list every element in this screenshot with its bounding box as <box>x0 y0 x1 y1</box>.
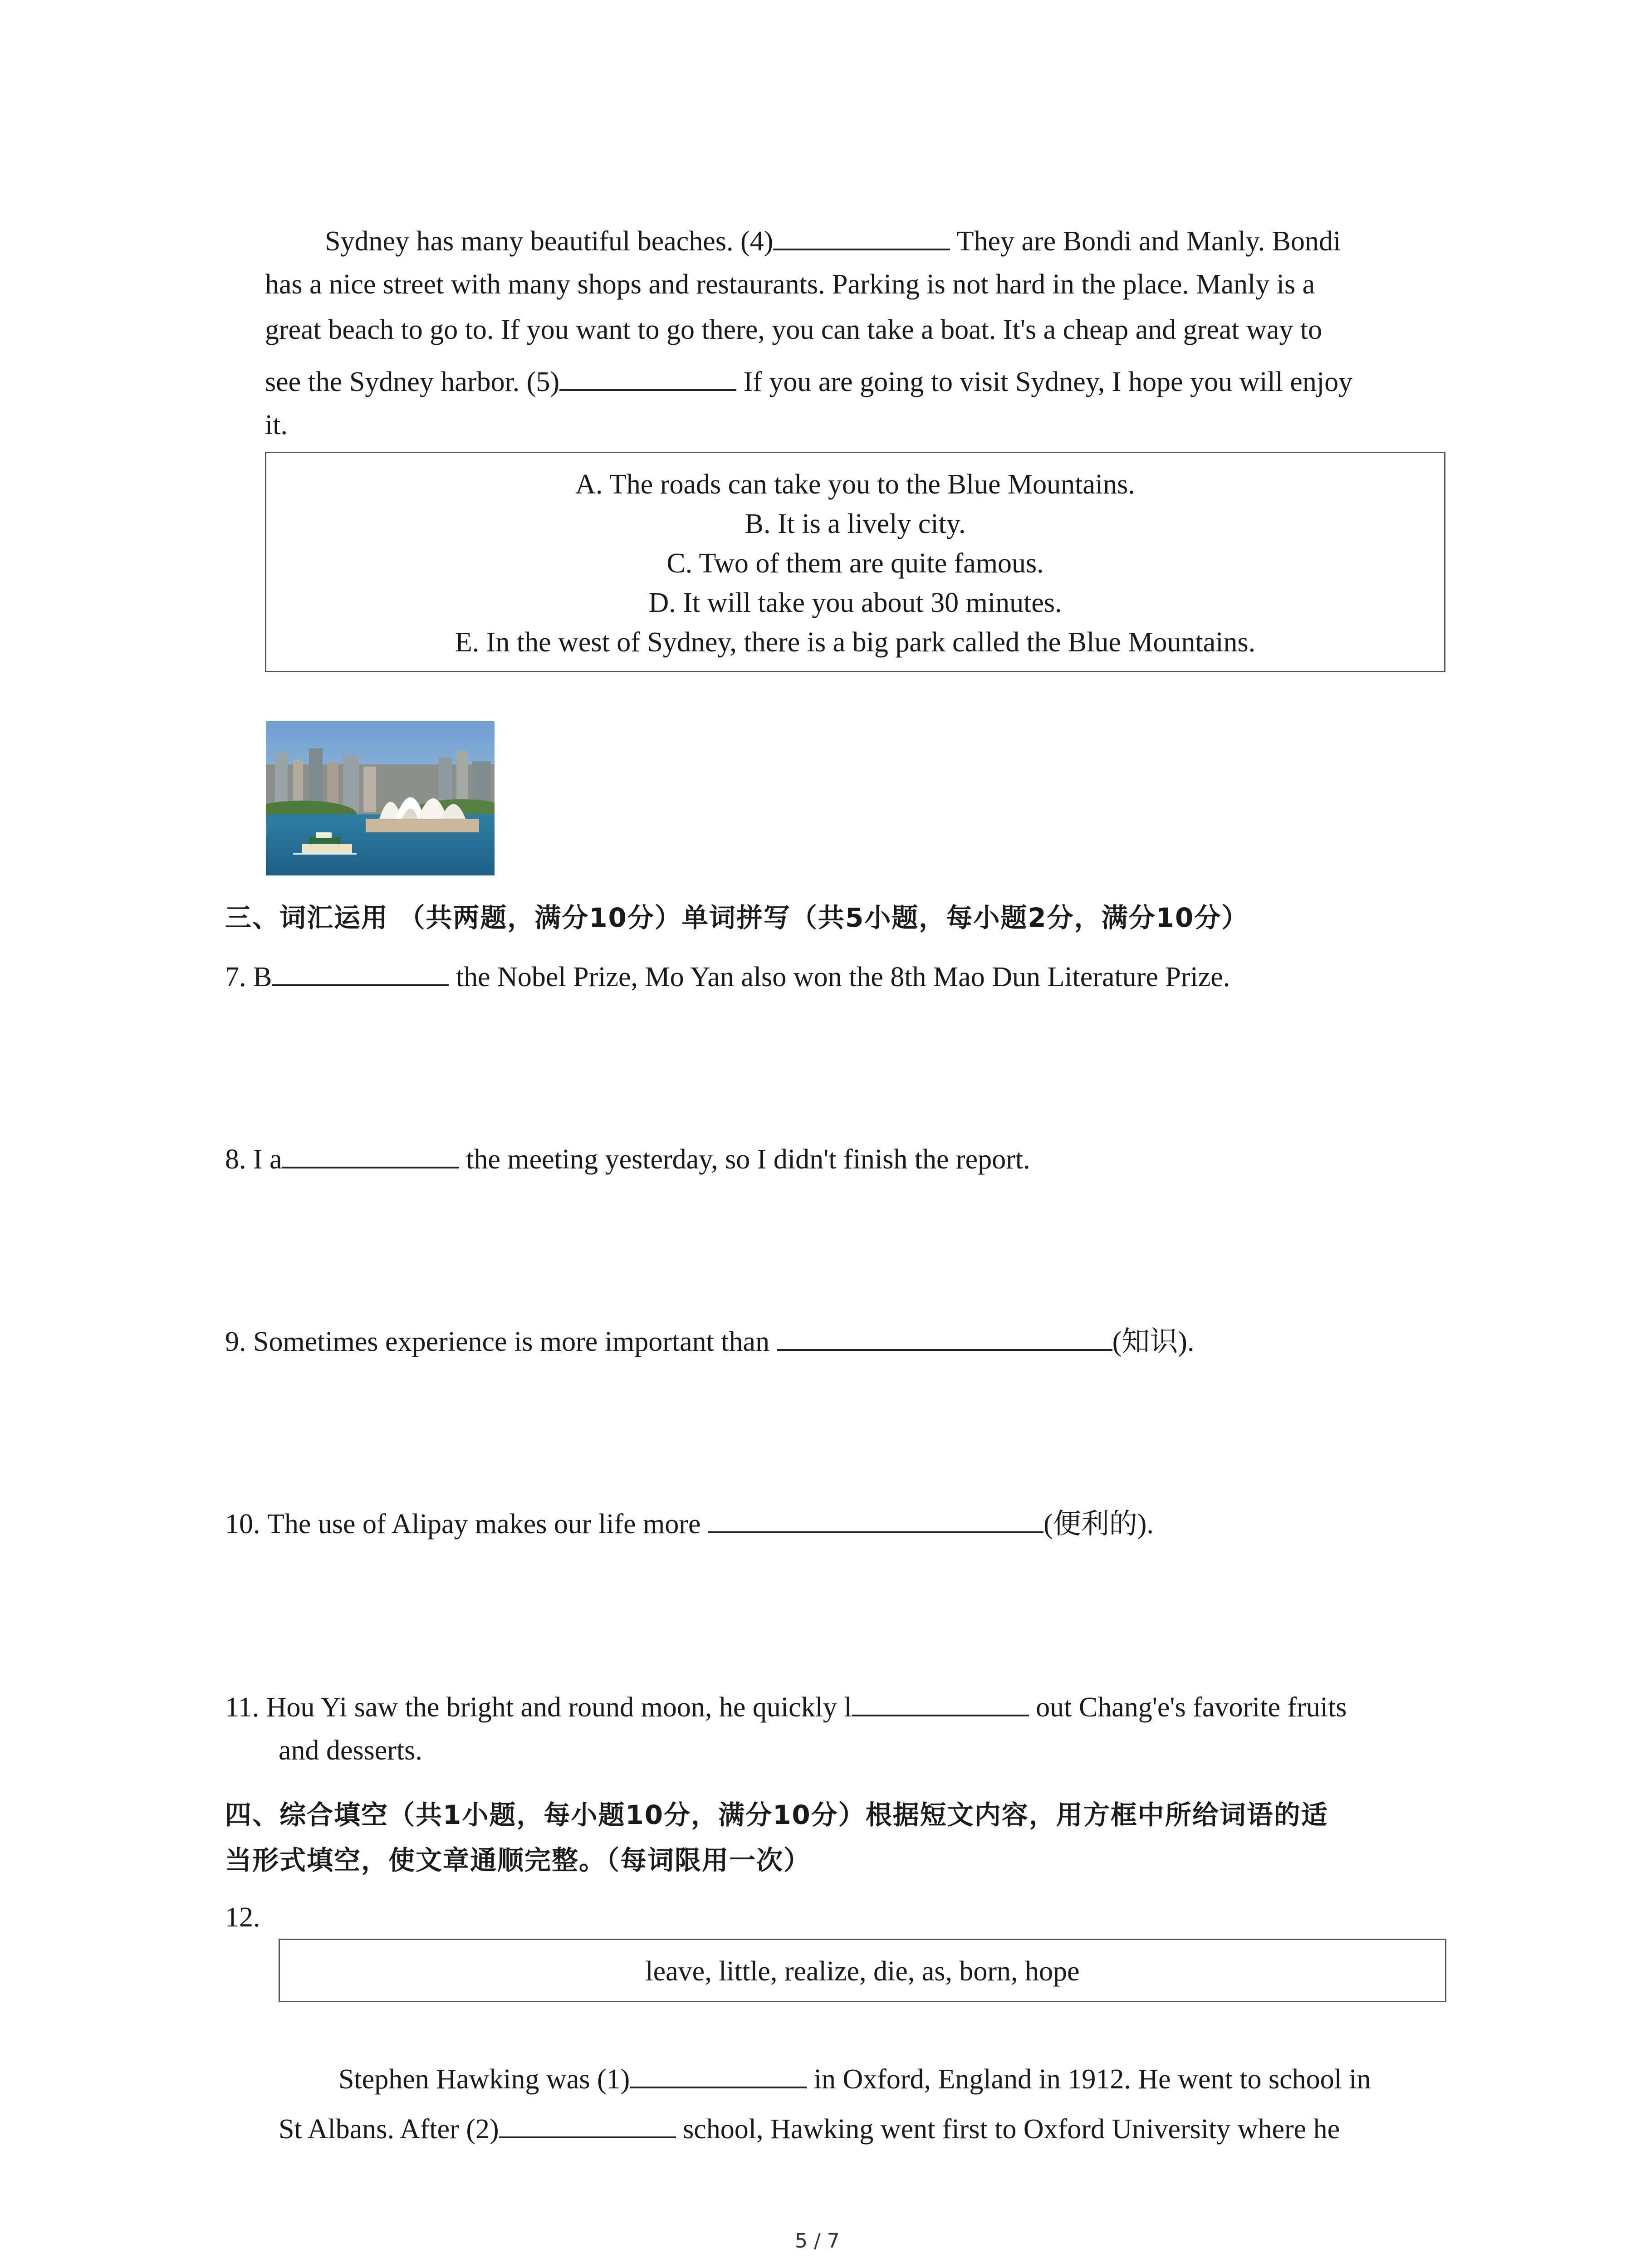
question-9 <box>225 1325 1194 1356</box>
passage-12-line-1 <box>338 2063 1371 2093</box>
question-text: I a <box>253 1144 282 1175</box>
passage-line-1 <box>325 225 1341 255</box>
option-d: D. It will take you about 30 minutes. <box>648 587 1062 618</box>
passage-text: St Albans. After (2) <box>279 2114 499 2145</box>
question-number: 7. <box>225 962 246 992</box>
question-text: the Nobel Prize, Mo Yan also won the 8th Mao Dun Literature Prize. <box>456 962 1230 992</box>
question-8 <box>225 1143 1030 1173</box>
answer-blank-11[interactable] <box>852 1691 1029 1716</box>
question-hint: (便利的). <box>1043 1509 1154 1540</box>
answer-blank-5[interactable] <box>559 366 736 391</box>
option-b: B. It is a lively city. <box>745 508 966 539</box>
question-text: Hou Yi saw the bright and round moon, he quickly l <box>266 1692 852 1723</box>
question-hint: (知识). <box>1112 1326 1195 1357</box>
passage-line-5: it. <box>265 410 288 440</box>
question-text: B <box>253 962 272 992</box>
passage-text: school, Hawking went first to Oxford University where he <box>683 2114 1340 2145</box>
passage-text: Sydney has many beautiful beaches. (4) <box>325 226 774 257</box>
passage-text: Stephen Hawking was (1) <box>338 2064 630 2095</box>
answer-blank-4[interactable] <box>773 225 950 250</box>
question-text: The use of Alipay makes our life more <box>267 1509 701 1540</box>
answer-blank-12-2[interactable] <box>499 2113 676 2138</box>
question-11-continued: and desserts. <box>279 1735 422 1766</box>
option-c: C. Two of them are quite famous. <box>666 548 1044 579</box>
sydney-opera-house-image <box>266 721 495 875</box>
question-7 <box>225 961 1230 991</box>
passage-text: see the Sydney harbor. (5) <box>265 367 560 397</box>
passage-text: They are Bondi and Manly. Bondi <box>956 226 1341 257</box>
question-text: out Chang'e's favorite fruits <box>1036 1692 1347 1723</box>
answer-blank-12-1[interactable] <box>630 2063 807 2088</box>
question-text: Sometimes experience is more important than <box>253 1326 770 1357</box>
passage-line-2: has a nice street with many shops and restaurants. Parking is not hard in the place. Manly is a <box>265 269 1315 300</box>
options-box <box>265 452 1445 672</box>
passage-12-line-2 <box>279 2113 1340 2143</box>
question-number: 9. <box>225 1326 246 1357</box>
question-number: 11. <box>225 1692 260 1723</box>
answer-blank-7[interactable] <box>272 961 449 986</box>
word-box <box>279 1939 1446 2002</box>
question-12-number: 12. <box>225 1902 260 1933</box>
word-list: leave, little, realize, die, as, born, hope <box>645 1956 1080 1987</box>
answer-blank-9[interactable] <box>777 1325 1112 1351</box>
passage-line-4 <box>265 366 1352 396</box>
passage-text: in Oxford, England in 1912. He went to school in <box>813 2064 1371 2095</box>
page-number: 5 / 7 <box>795 2229 840 2253</box>
option-a: A. The roads can take you to the Blue Mountains. <box>575 469 1135 500</box>
answer-blank-8[interactable] <box>282 1143 459 1168</box>
question-number: 8. <box>225 1144 246 1175</box>
question-11 <box>225 1691 1347 1721</box>
question-10 <box>225 1508 1154 1538</box>
section-4-heading-line-1: 四、综合填空（共1小题，每小题10分，满分10分）根据短文内容，用方框中所给词语的适 <box>225 1799 1328 1830</box>
passage-text: If you are going to visit Sydney, I hope you will enjoy <box>743 367 1353 397</box>
section-3-heading: 三、词汇运用 （共两题，满分10分）单词拼写（共5小题，每小题2分，满分10分） <box>225 902 1249 933</box>
section-4-heading-line-2: 当形式填空，使文章通顺完整。（每词限用一次） <box>225 1845 811 1876</box>
passage-line-3: great beach to go to. If you want to go there, you can take a boat. It's a cheap and great way to <box>265 314 1323 345</box>
question-text: the meeting yesterday, so I didn't finish the report. <box>466 1144 1030 1175</box>
question-number: 10. <box>225 1509 260 1540</box>
answer-blank-10[interactable] <box>708 1508 1043 1533</box>
option-e: E. In the west of Sydney, there is a big park called the Blue Mountains. <box>455 627 1256 658</box>
